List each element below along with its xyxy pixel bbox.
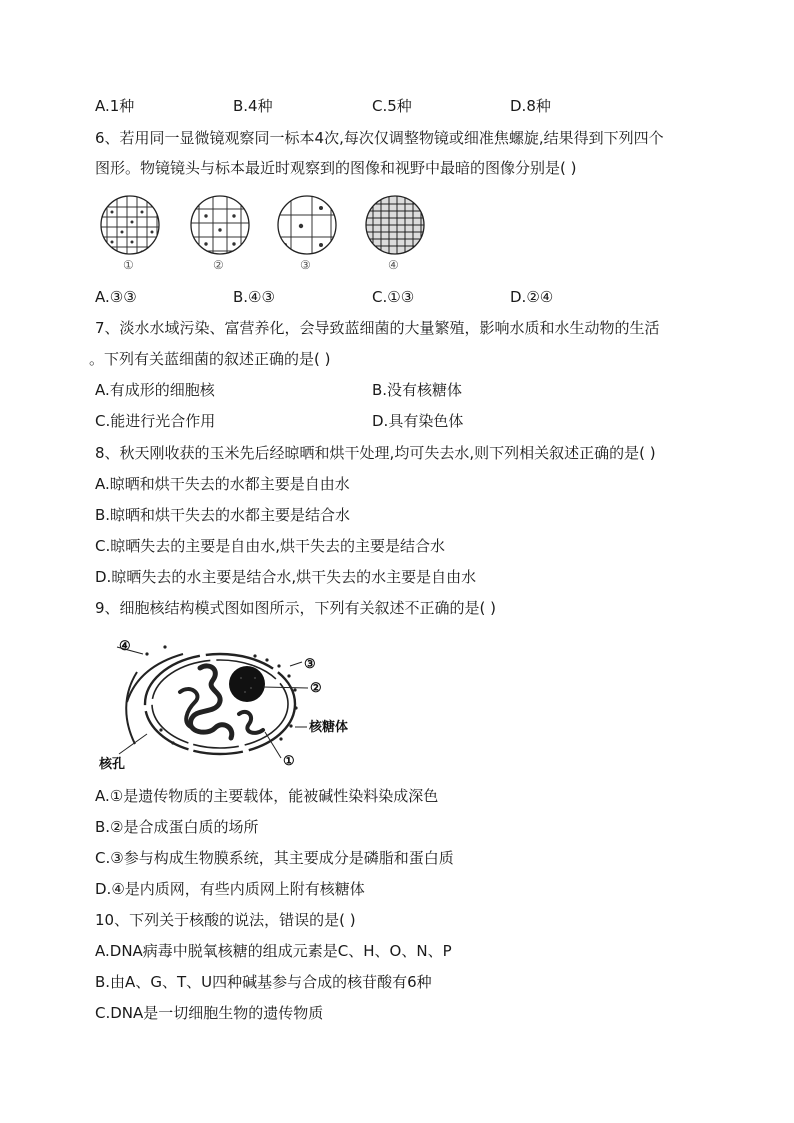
microscope-view-2 — [191, 193, 249, 257]
q7-option-a: A.有成形的细胞核 — [95, 381, 215, 399]
q5-option-a: A.1种 — [95, 97, 135, 115]
q6-option-c: C.①③ — [372, 288, 415, 306]
nucleolus — [229, 666, 265, 702]
figure-label-1: ① — [123, 258, 134, 272]
leader-line-2 — [263, 687, 308, 688]
q8-option-c: C.晾晒失去的主要是自由水,烘干失去的主要是结合水 — [95, 537, 446, 555]
chromatin-strand-2 — [239, 712, 263, 733]
q7-stem-line2: 。下列有关蓝细菌的叙述正确的是( ) — [89, 350, 331, 368]
q5-option-c: C.5种 — [372, 97, 412, 115]
q7-option-c: C.能进行光合作用 — [95, 412, 216, 430]
q10-option-a: A.DNA病毒中脱氧核糖的组成元素是C、H、O、N、P — [95, 942, 452, 960]
label-n3: ③ — [304, 657, 316, 672]
q8-stem: 8、秋天刚收获的玉米先后经晾晒和烘干处理,均可失去水,则下列相关叙述正确的是( ) — [95, 444, 656, 462]
label-ribosome: 核糖体 — [309, 720, 349, 735]
q7-option-d: D.具有染色体 — [372, 412, 464, 430]
chromatin-strand — [180, 689, 197, 728]
er-curve-lower — [126, 672, 137, 744]
q6-option-d: D.②④ — [510, 288, 554, 306]
q6-option-a: A.③③ — [95, 288, 137, 306]
q7-stem-line1: 7、淡水水域污染、富营养化，会导致蓝细菌的大量繁殖，影响水质和水生动物的生活 — [95, 319, 660, 337]
q7-option-b: B.没有核糖体 — [372, 381, 463, 399]
q10-stem: 10、下列关于核酸的说法，错误的是( ) — [95, 911, 356, 929]
q8-option-a: A.晾晒和烘干失去的水都主要是自由水 — [95, 475, 350, 493]
figure-label-4: ④ — [388, 258, 399, 272]
label-n4: ④ — [119, 639, 131, 654]
q6-stem-line2: 图形。物镜镜头与标本最近时观察到的图像和视野中最暗的图像分别是( ) — [95, 159, 577, 177]
label-pore: 核孔 — [99, 757, 126, 772]
q6-stem-line1: 6、若用同一显微镜观察同一标本4次,每次仅调整物镜或细准焦螺旋,结果得到下列四个 — [95, 129, 664, 147]
q9-stem: 9、细胞核结构模式图如图所示，下列有关叙述不正确的是( ) — [95, 599, 497, 617]
nucleus-structure-figure — [95, 632, 370, 774]
q6-option-b: B.④③ — [233, 288, 275, 306]
q5-option-b: B.4种 — [233, 97, 273, 115]
q8-option-b: B.晾晒和烘干失去的水都主要是结合水 — [95, 506, 351, 524]
q5-option-d: D.8种 — [510, 97, 551, 115]
q9-option-d: D.④是内质网，有些内质网上附有核糖体 — [95, 880, 365, 898]
figure-label-3: ③ — [300, 258, 311, 272]
q9-option-c: C.③参与构成生物膜系统，其主要成分是磷脂和蛋白质 — [95, 849, 454, 867]
q9-option-b: B.②是合成蛋白质的场所 — [95, 818, 259, 836]
figure-label-2: ② — [213, 258, 224, 272]
microscope-view-4 — [366, 193, 424, 257]
leader-line-3 — [290, 662, 302, 666]
q10-option-c: C.DNA是一切细胞生物的遗传物质 — [95, 1004, 324, 1022]
q10-option-b: B.由A、G、T、U四种碱基参与合成的核苷酸有6种 — [95, 973, 432, 991]
microscope-views-figure — [95, 193, 435, 273]
label-n2: ② — [310, 681, 322, 696]
q9-option-a: A.①是遗传物质的主要载体，能被碱性染料染成深色 — [95, 787, 439, 805]
leader-line-pore — [119, 734, 147, 754]
label-n1: ① — [283, 754, 295, 769]
q8-option-d: D.晾晒失去的水主要是结合水,烘干失去的水主要是自由水 — [95, 568, 477, 586]
microscope-view-3 — [278, 193, 336, 257]
microscope-view-1 — [101, 193, 159, 257]
